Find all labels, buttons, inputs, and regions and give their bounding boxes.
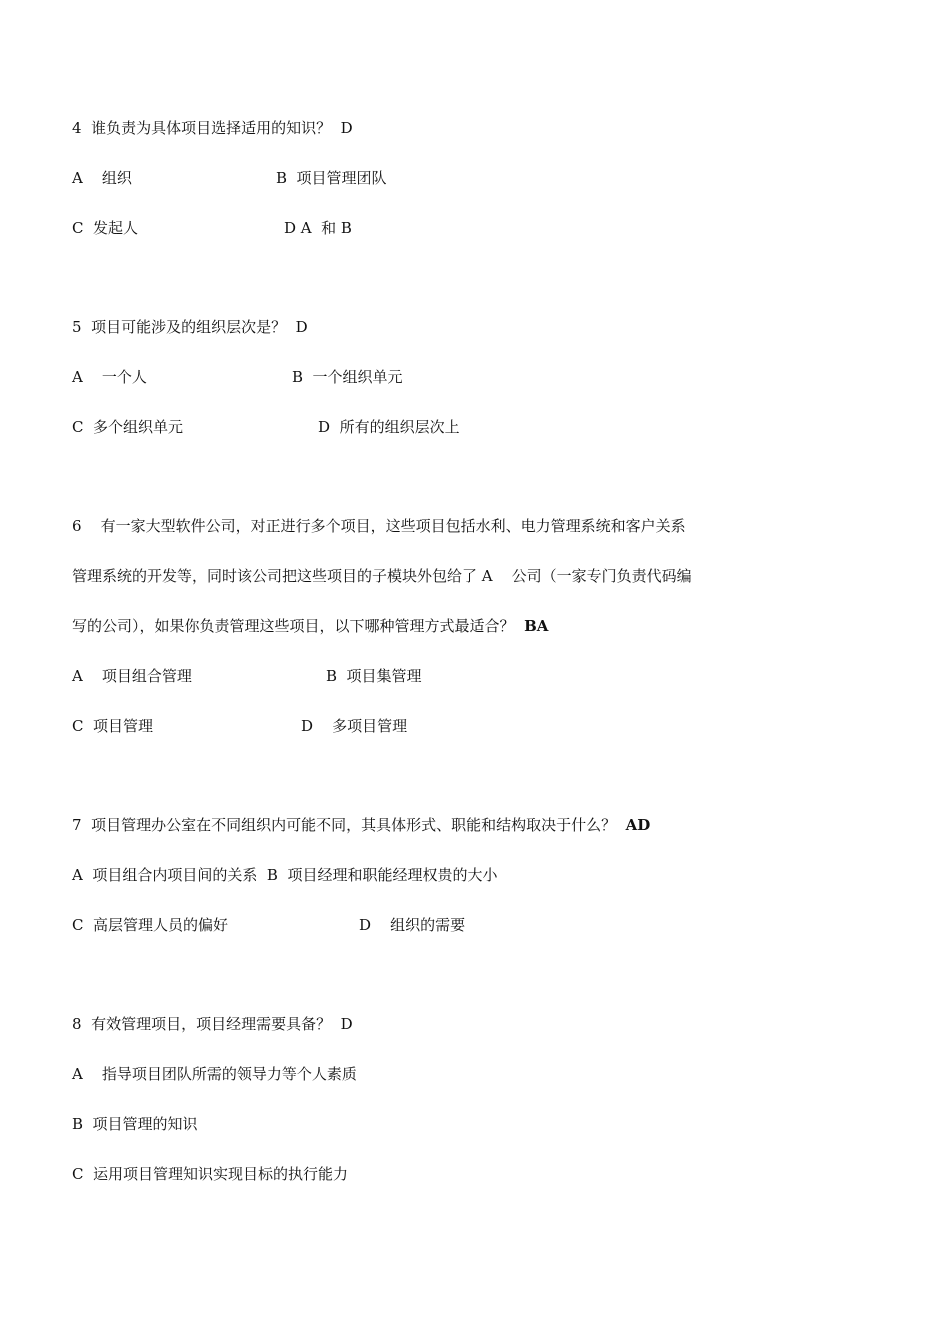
q5-option-b: B 一个组织单元 bbox=[292, 368, 403, 386]
q7-option-c: C 高层管理人员的偏好 bbox=[72, 916, 229, 934]
q7-stem-line bbox=[72, 815, 650, 835]
q8-stem: 8 有效管理项目，项目经理需要具备？ D bbox=[72, 1015, 353, 1033]
q4-option-b: B 项目管理团队 bbox=[276, 169, 387, 187]
q5-option-c: C 多个组织单元 bbox=[72, 418, 184, 436]
q7-stem-text: 7 项目管理办公室在不同组织内可能不同，其具体形式、职能和结构取决于什么？ bbox=[72, 816, 617, 834]
q4-stem: 4 谁负责为具体项目选择适用的知识？ D bbox=[72, 119, 353, 137]
q4-option-a: A 组织 bbox=[72, 169, 132, 187]
q6-stem-line-3 bbox=[72, 616, 548, 636]
q7-option-d: D 组织的需要 bbox=[359, 916, 466, 934]
q6-option-b: B 项目集管理 bbox=[326, 667, 422, 685]
q6-option-d: D 多项目管理 bbox=[301, 717, 408, 735]
q6-stem-text: 写的公司），如果你负责管理这些项目，以下哪种管理方式最适合？ bbox=[72, 617, 515, 635]
q7-answer: AD bbox=[625, 816, 651, 834]
q8-option-a: A 指导项目团队所需的领导力等个人素质 bbox=[72, 1065, 357, 1083]
q6-option-a: A 项目组合管理 bbox=[72, 667, 192, 685]
q5-stem: 5 项目可能涉及的组织层次是？ D bbox=[72, 318, 308, 336]
q4-option-d: D A 和 B bbox=[284, 219, 352, 237]
q8-option-b: B 项目管理的知识 bbox=[72, 1115, 198, 1133]
q4-option-c: C 发起人 bbox=[72, 219, 139, 237]
q7-option-ab: A 项目组合内项目间的关系 B 项目经理和职能经理权贵的大小 bbox=[72, 866, 498, 884]
q8-option-c: C 运用项目管理知识实现目标的执行能力 bbox=[72, 1165, 349, 1183]
q5-option-a: A 一个人 bbox=[72, 368, 147, 386]
q6-stem-line-1: 6 有一家大型软件公司，对正进行多个项目，这些项目包括水利、电力管理系统和客户关系 bbox=[72, 517, 686, 535]
q6-option-c: C 项目管理 bbox=[72, 717, 154, 735]
q6-stem-line-2: 管理系统的开发等，同时该公司把这些项目的子模块外包给了 A 公司（一家专门负责代码编 bbox=[72, 567, 692, 585]
q6-answer: BA bbox=[524, 617, 549, 635]
q5-option-d: D 所有的组织层次上 bbox=[318, 418, 460, 436]
